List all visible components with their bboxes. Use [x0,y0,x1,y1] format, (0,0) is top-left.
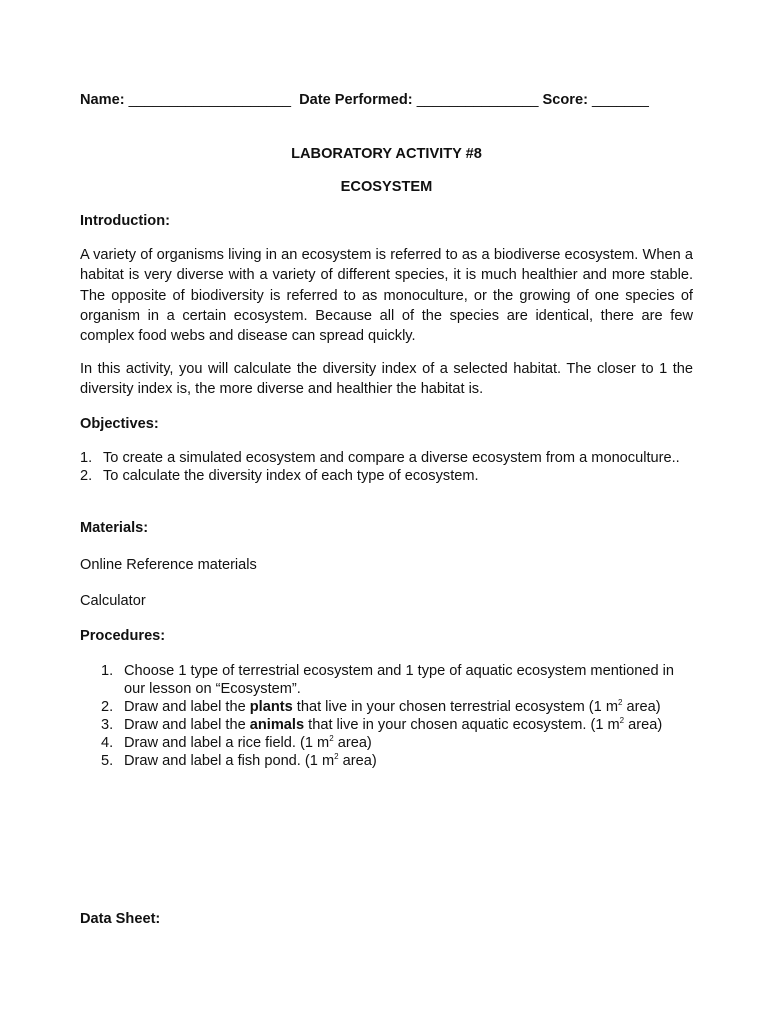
score-label: Score: [542,92,588,108]
procedure-item [80,716,693,734]
objective-item [80,449,693,467]
objective-item [80,467,693,485]
materials-heading: Materials: [80,520,149,536]
objective-text: To calculate the diversity index of each type of ecosystem. [103,468,479,484]
superscript: 2 [617,698,623,708]
procedure-text: Choose 1 type of terrestrial ecosystem and 1 type of aquatic ecosystem mentioned in our lesson on “Ecosystem”. [124,663,674,697]
introduction-heading: Introduction: [80,213,170,229]
name-label: Name: [80,92,125,108]
procedure-item [80,698,693,716]
procedure-number: 2. [101,699,114,715]
superscript: 2 [619,716,625,726]
date-blank: _______________ [416,92,539,108]
procedure-bold-term: animals [249,717,305,733]
objectives-heading: Objectives: [80,416,159,432]
data-sheet-heading: Data Sheet: [80,911,161,927]
superscript: 2 [329,734,334,744]
objective-number: 2. [80,468,93,484]
procedure-text: Draw and label the [124,699,250,715]
date-label: Date Performed: [299,92,413,108]
objectives-list [80,449,693,485]
procedure-number: 1. [101,663,114,679]
procedure-number: 4. [101,735,114,751]
procedure-number: 5. [101,753,114,769]
procedures-heading: Procedures: [80,628,166,644]
procedure-text: area) [333,735,372,751]
procedure-text: Draw and label the [124,717,250,733]
procedure-item [80,734,693,752]
worksheet-page [80,0,693,1024]
procedure-text: Draw and label a fish pond. (1 m [124,753,335,769]
activity-title: LABORATORY ACTIVITY #8 [291,146,482,162]
introduction-paragraph-2: In this activity, you will calculate the diversity index of a selected habitat. The closer to 1 the diversity index is, the more diverse and healthier the habitat is. [80,361,693,398]
header-line [80,92,649,108]
name-blank: ____________________ [128,92,291,108]
material-item: Calculator [80,593,146,609]
procedure-text: that live in your chosen aquatic ecosystem. (1 m [304,717,620,733]
procedure-text: area) [624,717,663,733]
procedure-item [80,662,693,698]
procedure-text: Draw and label a rice field. (1 m [124,735,330,751]
procedure-bold-term: plants [249,699,293,715]
superscript: 2 [334,752,339,762]
procedure-text: that live in your chosen terrestrial ecosystem (1 m [292,699,618,715]
activity-subtitle: ECOSYSTEM [340,179,433,195]
objective-text: To create a simulated ecosystem and compare a diverse ecosystem from a monoculture.. [103,450,680,466]
procedure-text: area) [622,699,661,715]
procedures-list [80,662,693,770]
procedure-text: area) [338,753,377,769]
procedure-item [80,752,693,770]
procedure-number: 3. [101,717,114,733]
score-blank: _______ [592,92,649,108]
objective-number: 1. [80,450,93,466]
material-item: Online Reference materials [80,557,257,573]
introduction-paragraph-1: A variety of organisms living in an ecosystem is referred to as a biodiverse ecosystem. When a habitat is very diverse with a variety of different species, it is much healthier and more stable. The opposite of biodiversity is referred to as monoculture, or the growing of one species of organism in a certain ecosystem. Because all of the species are identical, there are few complex food webs and disease can spread quickly. [80,247,693,345]
